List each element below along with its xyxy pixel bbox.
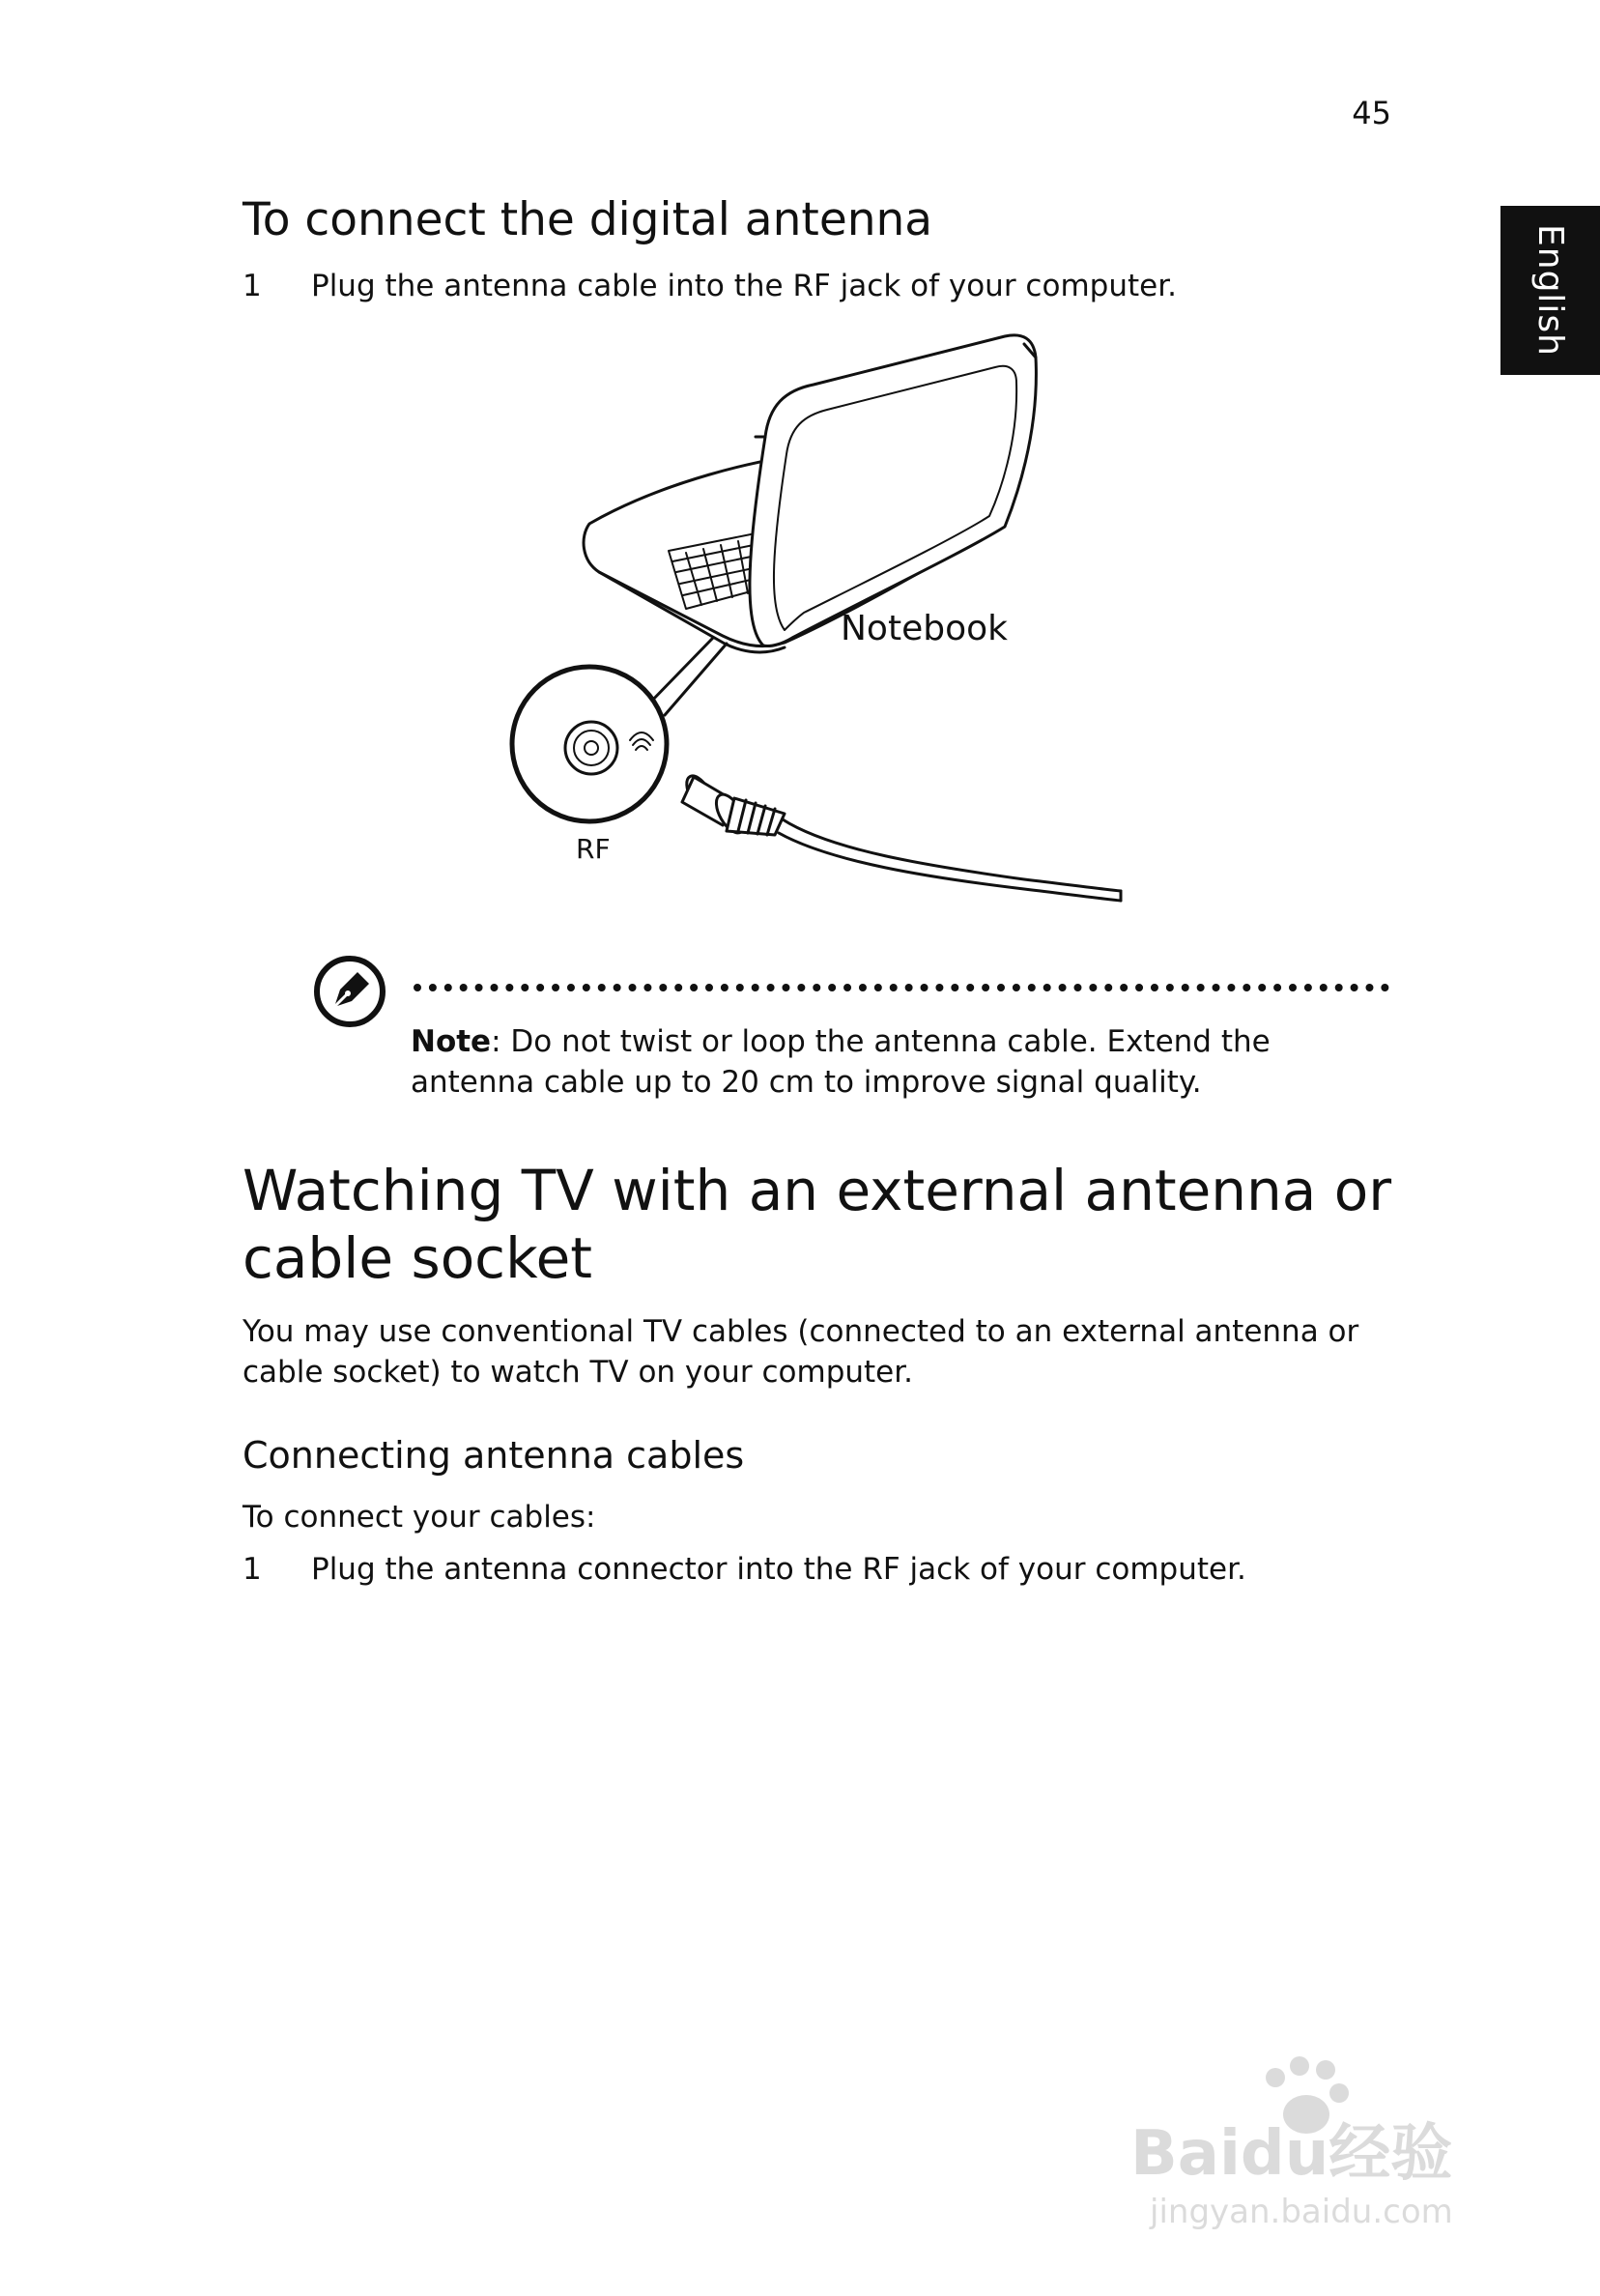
step-number: 1 <box>243 1552 262 1587</box>
language-tab <box>1500 206 1600 375</box>
step-text: Plug the antenna connector into the RF jack of your computer. <box>311 1552 1246 1587</box>
note-body: : Do not twist or loop the antenna cable. Extend the antenna cable up to 20 cm to improve signal quality. <box>411 1024 1271 1100</box>
step-text: Plug the antenna cable into the RF jack of your computer. <box>311 269 1177 303</box>
watermark-brand: Baidu经验 <box>1130 2118 1453 2190</box>
section-intro: You may use conventional TV cables (connected to an external antenna or cable socket) to watch TV on your computer. <box>243 1314 1359 1390</box>
baidu-watermark <box>1121 2049 1527 2232</box>
section-heading-digital-antenna: To connect the digital antenna <box>243 193 933 246</box>
page-number: 45 <box>1352 95 1391 131</box>
step-number: 1 <box>243 269 262 303</box>
notebook-label: Notebook <box>841 609 1008 648</box>
note-icon <box>311 953 388 1030</box>
section-heading-external-antenna: Watching TV with an external antenna or cable socket <box>243 1158 1392 1291</box>
note-text <box>411 1022 1396 1103</box>
lead-text: To connect your cables: <box>243 1500 596 1535</box>
language-tab-label: English <box>1530 224 1570 357</box>
note-divider <box>414 984 1389 991</box>
watermark-url: jingyan.baidu.com <box>1150 2193 1453 2231</box>
rf-label: RF <box>576 833 611 865</box>
note-label: Note <box>411 1024 492 1059</box>
subheading-connecting-cables: Connecting antenna cables <box>243 1434 745 1477</box>
